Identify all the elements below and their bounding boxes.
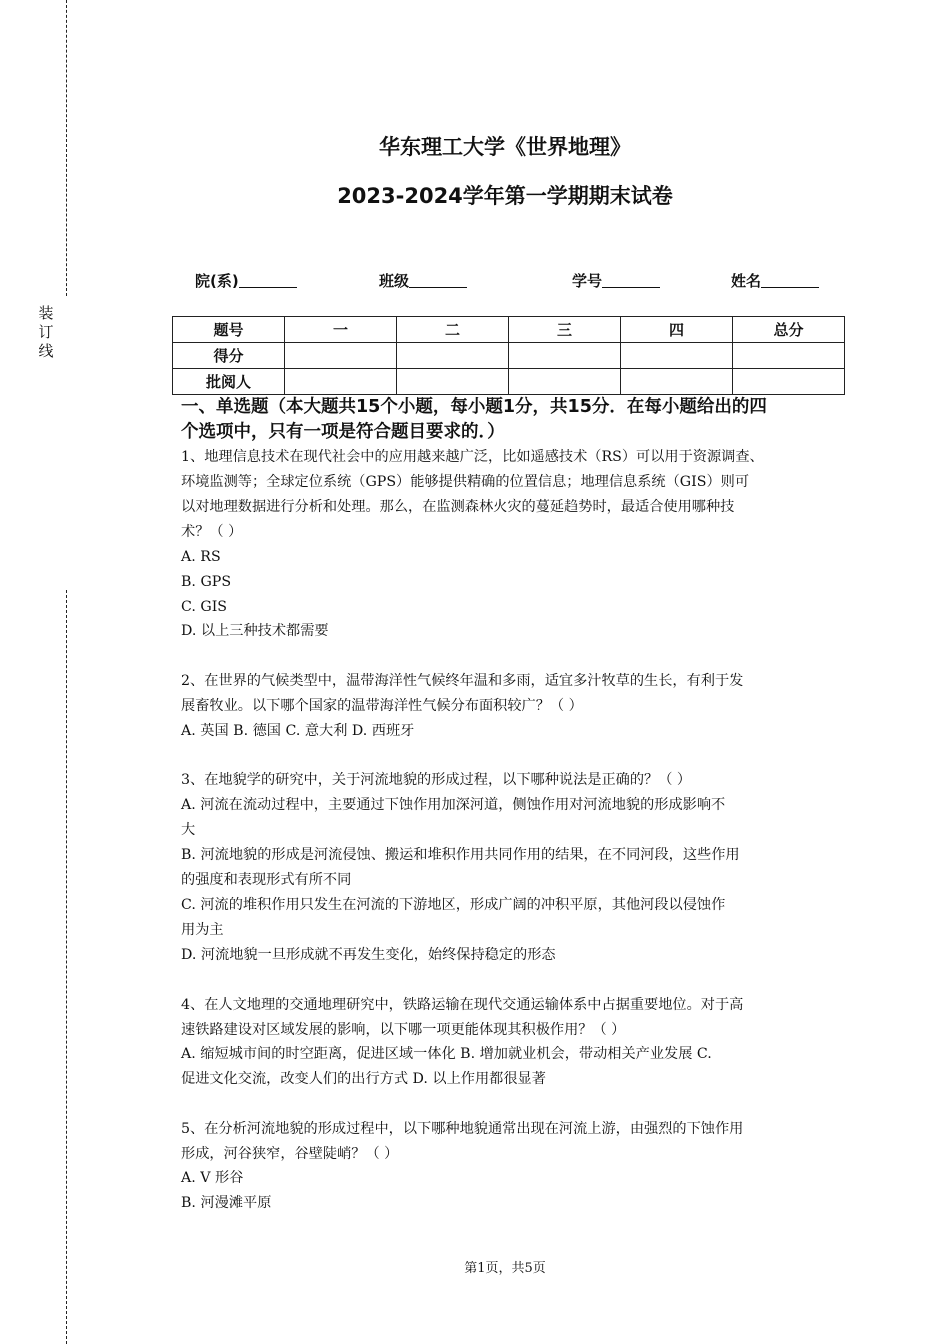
reviewer-cell [509,369,621,395]
score-cell [397,343,509,369]
exam-title: 华东理工大学《世界地理》 [379,135,631,159]
student-id-field [572,270,660,291]
header-cell: 一 [285,317,397,343]
option-line: C. 河流的堆积作用只发生在河流的下游地区，形成广阔的冲积平原，其他河段以侵蚀作 [181,897,726,913]
question-line: 4、在人文地理的交通地理研究中，铁路运输在现代交通运输体系中占据重要地位。对于高 [181,997,744,1013]
question-line: 展畜牧业。以下哪个国家的温带海洋性气候分布面积较广？（ ） [181,698,583,714]
exam-subtitle: 2023-2024学年第一学期期末试卷 [337,184,673,208]
department-field [195,270,297,291]
reviewer-cell [621,369,733,395]
option-line: C. GIS [181,599,228,615]
option-line: B. GPS [181,574,232,590]
department-blank [239,273,297,288]
score-table [172,316,845,395]
option-line: 促进文化交流，改变人们的出行方式 D. 以上作用都很显著 [181,1071,546,1087]
student-id-label: 学号 [572,272,603,290]
score-row [173,343,845,369]
name-blank [761,273,819,288]
page-footer: 第1页，共5页 [464,1261,546,1276]
header-cell: 三 [509,317,621,343]
reviewer-cell [285,369,397,395]
option-line: A. V 形谷 [181,1170,244,1186]
option-line: B. 河漫滩平原 [181,1195,272,1211]
name-field [731,270,819,291]
binding-label [36,304,56,361]
question-line: 速铁路建设对区域发展的影响，以下哪一项更能体现其积极作用？（ ） [181,1022,626,1038]
question-line: 形成，河谷狭窄，谷壁陡峭？（ ） [181,1146,399,1162]
header-cell: 题号 [173,317,285,343]
option-line: A. RS [181,549,221,565]
header-cell: 二 [397,317,509,343]
question-line: 术？（ ） [181,524,243,540]
binding-char: 装 [38,304,54,322]
binding-line-bottom [66,590,67,1344]
student-id-blank [602,273,660,288]
question-line: 5、在分析河流地貌的形成过程中，以下哪种地貌通常出现在河流上游，由强烈的下蚀作用 [181,1121,744,1137]
option-line: A. 缩短城市间的时空距离，促进区域一体化 B. 增加就业机会，带动相关产业发展 C. [181,1046,712,1062]
name-label: 姓名 [731,272,762,290]
option-line: A. 河流在流动过程中，主要通过下蚀作用加深河道，侧蚀作用对河流地貌的形成影响不 [181,797,726,813]
reviewer-row [173,369,845,395]
option-line: B. 河流地貌的形成是河流侵蚀、搬运和堆积作用共同作用的结果，在不同河段，这些作用 [181,847,740,863]
score-row-label: 得分 [173,343,285,369]
section-heading [181,395,841,445]
reviewer-cell [733,369,845,395]
option-line: 的强度和表现形式有所不同 [181,872,352,888]
option-line: D. 以上三种技术都需要 [181,623,329,639]
score-cell [733,343,845,369]
reviewer-row-label: 批阅人 [173,369,285,395]
header-cell: 四 [621,317,733,343]
section-heading-line: 一、单选题（本大题共15个小题，每小题1分，共15分．在每小题给出的四 [181,397,767,417]
score-table-header-row [173,317,845,343]
option-line: D. 河流地貌一旦形成就不再发生变化，始终保持稳定的形态 [181,947,556,963]
binding-char: 线 [38,342,54,360]
class-blank [409,273,467,288]
department-label: 院(系) [195,272,239,290]
question-line: 3、在地貌学的研究中，关于河流地貌的形成过程，以下哪种说法是正确的？（ ） [181,772,692,788]
option-line: 大 [181,822,196,838]
binding-char: 订 [38,323,54,341]
reviewer-cell [397,369,509,395]
header-cell: 总分 [733,317,845,343]
question-line: 2、在世界的气候类型中，温带海洋性气候终年温和多雨，适宜多汁牧草的生长，有利于发 [181,673,744,689]
score-cell [285,343,397,369]
question-line: 环境监测等；全球定位系统（GPS）能够提供精确的位置信息；地理信息系统（GIS）则可 [181,474,750,490]
score-cell [509,343,621,369]
class-label: 班级 [379,272,410,290]
option-line: A. 英国 B. 德国 C. 意大利 D. 西班牙 [181,723,415,739]
question-line: 以对地理数据进行分析和处理。那么，在监测森林火灾的蔓延趋势时，最适合使用哪种技 [181,499,735,515]
option-line: 用为主 [181,922,224,938]
question-line: 1、地理信息技术在现代社会中的应用越来越广泛，比如遥感技术（RS）可以用于资源调查、 [181,449,764,465]
class-field [379,270,467,291]
score-cell [621,343,733,369]
section-heading-line: 个选项中，只有一项是符合题目要求的．） [181,422,505,442]
